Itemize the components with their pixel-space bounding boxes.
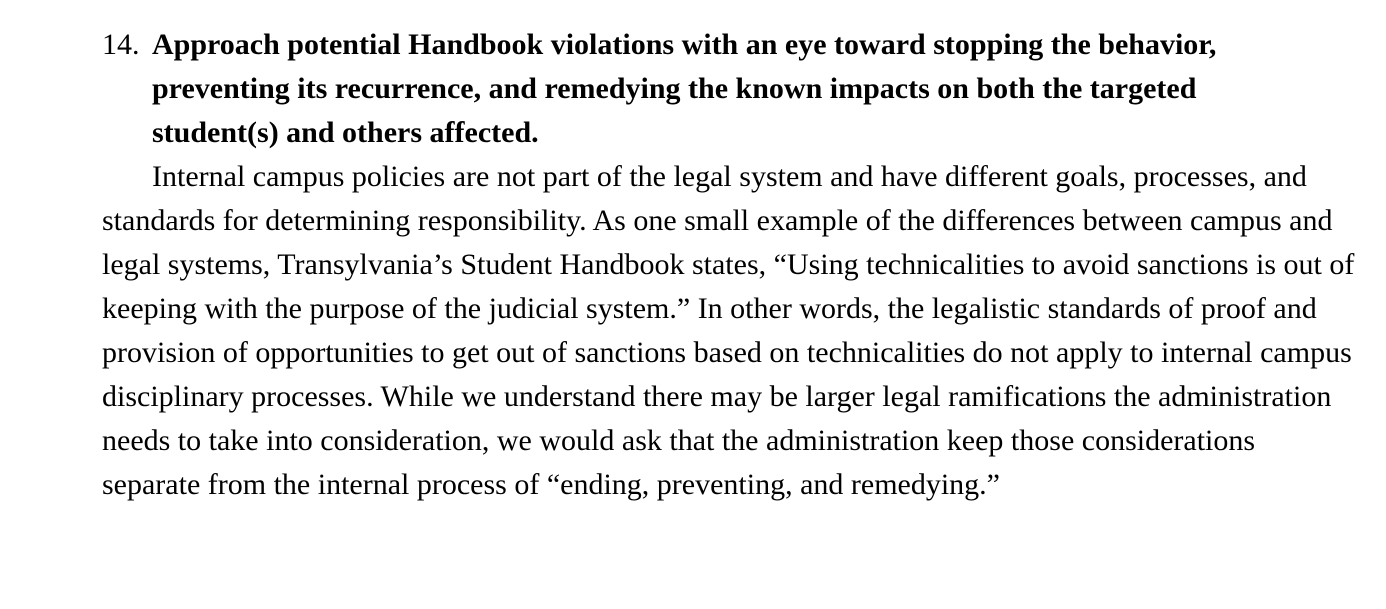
document-page xyxy=(102,23,1372,507)
body-paragraph: Internal campus policies are not part of the legal system and have different goals, processes, and standards for determining responsibility. As one small example of the differences between campus and legal systems, Transylvania’s Student Handbook states, “Using technicalities to avoid sanctions is out of keeping with the purpose of the judicial system.” In other words, the legalistic standards of proof and provision of opportunities to get out of sanctions based on technicalities do not apply to internal campus disciplinary processes. While we understand there may be larger legal ramifications the administration needs to take into consideration, we would ask that the administration keep those considerations separate from the internal process of “ending, preventing, and remedying.” xyxy=(102,160,1355,501)
item-number: 14. xyxy=(102,28,140,61)
item-heading: Approach potential Handbook violations with an eye toward stopping the behavior, preventing its recurrence, and remedying the known impacts on both the targeted student(s) and others affected. xyxy=(152,28,1217,149)
numbered-item xyxy=(102,23,1372,155)
